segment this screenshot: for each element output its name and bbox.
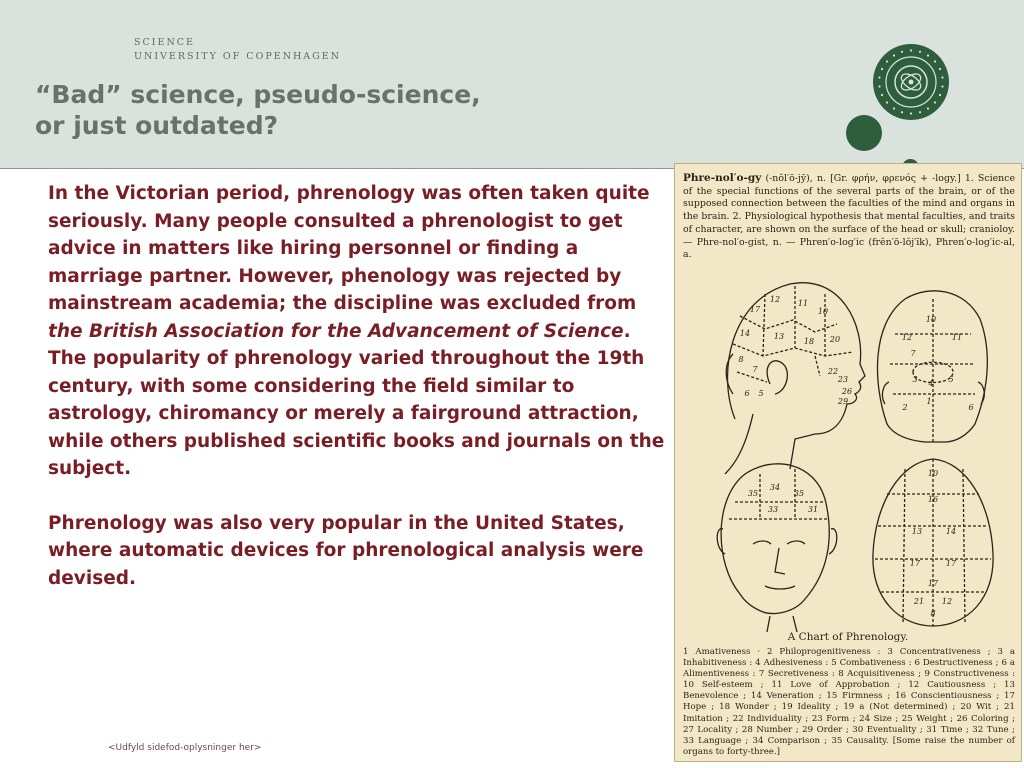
paragraph-united-states: Phrenology was also very popular in the United States, where automatic devices for phrenological analysis were devised. xyxy=(48,512,644,589)
profile-head-region-number: 7 xyxy=(752,365,758,374)
faculty-name: SCIENCE xyxy=(134,37,195,48)
paragraph-1-text-a: In the Victorian period, phrenology was often taken quite seriously. Many people consulted a phrenologist to get advice in matters like hiring personnel or finding a marriage partner. However, phenology was rejected by mainstream academia; the discipline was excluded from xyxy=(48,183,650,314)
profile-head-region-number: 22 xyxy=(827,367,839,376)
top-head-region-number: 17 xyxy=(909,559,921,568)
paragraph-1-italic: the British Association for the Advancement of Science xyxy=(48,320,624,342)
top-head-region-number: 14 xyxy=(945,527,957,536)
chart-caption: A Chart of Phrenology. xyxy=(787,631,909,643)
dictionary-entry xyxy=(683,172,1015,262)
front-head-region-number: 33 xyxy=(767,505,779,514)
dictionary-headword: Phre-nol′o-gy xyxy=(683,172,762,184)
top-head-region-number: 21 xyxy=(913,597,925,606)
profile-head-region-number: 6 xyxy=(744,389,750,398)
paragraph-victorian-phrenology xyxy=(48,180,668,483)
profile-head-region-number: 20 xyxy=(829,335,841,344)
profile-head-region-number: 26 xyxy=(841,387,853,396)
profile-head-region-number: 14 xyxy=(739,329,751,338)
profile-head-region-number: 29 xyxy=(837,397,849,406)
back-head-region-number: 1 xyxy=(926,397,932,406)
top-head-region-number: 17 xyxy=(927,579,939,588)
slide-body xyxy=(48,180,668,592)
title-line-2: or just outdated? xyxy=(35,111,279,140)
top-head-drawing xyxy=(873,459,993,626)
back-head-region-number: 5 xyxy=(948,375,954,384)
phrenology-heads-illustration xyxy=(675,264,1021,632)
chart-legend: 1 Amativeness · 2 Philoprogenitiveness : 3 Concentrativeness ; 3 a Inhabitiveness : 4 Adhesiveness : 5 Combativeness : 6 Destructiveness ; 6 a Alimentiveness : 7 Secretiveness : 8 Acquisitiveness ; 9 Constructiveness : 10 Self-esteem ; 11 Love of Approbation ; 12 Cautiousness ; 13 Benevolence ; 14 Veneration ; 15 Firmness ; 16 Conscientiousness ; 17 Hope ; 18 Wonder ; 19 Ideality ; 19 a (Not determined) ; 20 Wit ; 21 Imitation ; 22 Individuality ; 23 Form ; 24 Size ; 25 Weight ; 26 Coloring ; 27 Locality ; 28 Number ; 29 Order ; 30 Eventuality ; 31 Time ; 32 Tune ; 33 Language ; 34 Comparison ; 35 Causality. [Some raise the number of organs to forty-three.] xyxy=(683,647,1015,757)
back-head-region-number: 10 xyxy=(925,315,937,324)
back-head-region-number: 3 xyxy=(912,375,918,384)
profile-head-region-number: 17 xyxy=(749,305,761,314)
paragraph-1-text-b: . The popularity of phrenology varied throughout the 19th century, with some considering the field similar to astrology, chiromancy or merely a fairground attraction, while others published scientific books and journals on the subject. xyxy=(48,320,665,479)
profile-head-region-number: 13 xyxy=(773,332,785,341)
university-seal-logo xyxy=(871,42,951,122)
profile-head-region-number: 12 xyxy=(769,295,781,304)
top-head-region-number: 10 xyxy=(927,469,939,478)
top-head-region-number: 16 xyxy=(927,495,939,504)
top-head-region-number: 13 xyxy=(911,527,923,536)
back-head-region-number: 11 xyxy=(951,333,963,342)
back-head-drawing xyxy=(877,291,987,442)
front-head-region-number: 31 xyxy=(807,505,819,514)
top-head-region-number: 12 xyxy=(941,597,953,606)
back-head-region-number: 6 xyxy=(968,403,974,412)
decorative-dot-large xyxy=(846,115,882,151)
phrenology-dictionary-plate xyxy=(674,163,1022,762)
profile-head-region-number: 18 xyxy=(803,337,815,346)
title-line-1: “Bad” science, pseudo-science, xyxy=(35,80,481,109)
profile-head-region-number: 8 xyxy=(738,355,744,364)
front-head-region-number: 34 xyxy=(769,483,781,492)
front-head-region-number: 35 xyxy=(793,489,805,498)
front-head-region-number: 35 xyxy=(747,489,759,498)
slide-header xyxy=(0,0,1024,169)
top-head-region-number: 17 xyxy=(945,559,957,568)
profile-head-region-number: 23 xyxy=(837,375,849,384)
back-head-region-number: 12 xyxy=(901,333,913,342)
back-head-region-number: 2 xyxy=(902,403,908,412)
profile-head-region-number: 5 xyxy=(758,389,764,398)
profile-head-region-number: 11 xyxy=(797,299,809,308)
slide-title xyxy=(35,79,595,141)
university-name: UNIVERSITY OF COPENHAGEN xyxy=(134,51,341,62)
dictionary-definition: (-nŏl′ō-jȳ), n. [Gr. φρήν, φρενός + -logy.] 1. Science of the special functions of the several parts of the brain, or of the supposed connection between the faculties of the mind and organs in the brain. 2. Physiological hypothesis that mental faculties, and traits of character, are shown on the surface of the head or skull; cranioloy. — Phre-nol′o-gist, n. — Phren′o-log′ic (frĕn′ō-lŏj′ĭk), Phren′o-log′ic-al, a. xyxy=(683,173,1015,261)
back-head-region-number: 7 xyxy=(910,349,916,358)
top-head-region-number: 8 xyxy=(930,609,936,618)
footer-placeholder: <Udfyld sidefod-oplysninger her> xyxy=(108,743,262,753)
back-head-region-number: 4 xyxy=(928,379,934,388)
profile-head-region-number: 10 xyxy=(817,307,829,316)
